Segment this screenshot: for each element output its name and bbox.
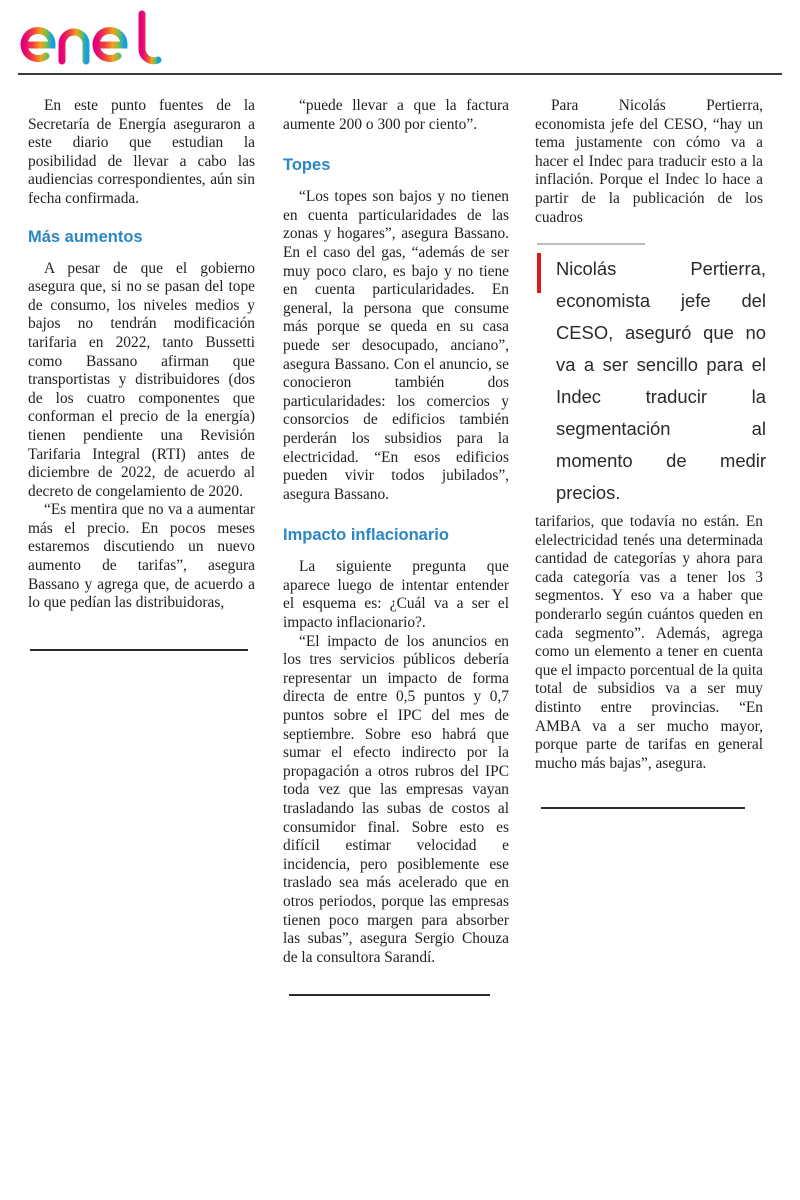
paragraph: En este punto fuentes de la Secretaría de Energía aseguraron a este diario que estudian la posibilidad de llevar a cabo las audiencias correspondientes, aún sin fecha confirmada. — [28, 97, 255, 207]
paragraph: tarifarios, que todavía no están. En elelectricidad tenés una determinada cantidad de categorías y ahora para cada categoría vas a tener los 3 segmentos. Y eso va a haber que ponderarlo según cuántos queden en cada segmento”. Además, agrega como un elemento a tener en cuenta que el impacto porcentual de la quita total de subsidios va a ser muy distinto entre provincias. “En AMBA va a ser mucho mayor, porque parte de tarifas en general mucho más bajas”, asegura. — [535, 513, 763, 772]
paragraph: “Los topes son bajos y no tienen en cuenta particularidades de las zonas y hogares”, asegura Bassano. En el caso del gas, “además de ser muy poco claro, es bajo y no tiene en cuenta particularidades. En general, la persona que consume más porque se queda en su casa puede ser desocupado, anciano”, asegura Bassano. Con el anuncio, se conocieron también dos particularidades: los comercios y consorcios de edificios también perderán los subsidios para la electricidad. “En esos edificios pueden vivir todos jubilados”, asegura Bassano. — [283, 188, 509, 503]
header-rule — [18, 73, 782, 75]
pull-quote — [537, 243, 766, 503]
pull-quote-accent-bar — [537, 253, 541, 293]
paragraph: “Es mentira que no va a aumentar más el precio. En pocos meses estaremos discutiendo un nuevo aumento de tarifas”, asegura Bassano y agrega que, de acuerdo a lo que pedían las distribuidoras, — [28, 501, 255, 612]
paragraph: “puede llevar a que la factura aumente 200 o 300 por ciento”. — [283, 97, 509, 133]
column-end-rule — [289, 994, 490, 996]
column-3-bottom — [535, 513, 763, 773]
paragraph: “El impacto de los anuncios en los tres servicios públicos debería representar un impacto de forma directa de entre 0,5 puntos y 0,7 puntos sobre el IPC del mes de septiembre. Sobre eso habrá que sumar el efecto indirecto por la propagación a otros rubros del IPC toda vez que las empresas vayan trasladando las subas de costos al consumidor final. Sobre esto es difícil estimar velocidad e incidencia, pero posiblemente ese traslado sea más acelerado que en otros periodos, porque las empresas tienen poco margen para absorber las subas”, asegura Sergio Chouza de la consultora Sarandí. — [283, 632, 509, 966]
enel-logo — [18, 6, 170, 66]
column-1 — [28, 97, 255, 613]
column-2 — [283, 97, 509, 967]
paragraph: La siguiente pregunta que aparece luego de intentar entender el esquema es: ¿Cuál va a ser el impacto inflacionario?. — [283, 558, 509, 632]
column-end-rule — [541, 807, 745, 809]
section-heading-topes: Topes — [283, 156, 331, 175]
section-heading-impacto-inflacionario: Impacto inflacionario — [283, 526, 449, 545]
section-heading-mas-aumentos: Más aumentos — [28, 227, 143, 246]
pull-quote-text: Nicolás Pertierra, economista jefe del CESO, aseguró que no va a ser sencillo para el Indec traducir la segmentación al momento de medir precios. — [556, 258, 766, 503]
column-end-rule — [30, 649, 248, 651]
pull-quote-top-rule — [537, 243, 645, 245]
paragraph: Para Nicolás Pertierra, economista jefe del CESO, “hay un tema justamente con cómo va a hacer el Indec para traducir esto a la inflación. Porque el Indec lo hace a partir de la publicación de los cuadros — [535, 97, 763, 226]
paragraph: A pesar de que el gobierno asegura que, si no se pasan del tope de consumo, los niveles medios y bajos no tendrán modificación tarifaria en 2022, tanto Bussetti como Bassano afirman que transportistas y distribuidores (dos de los cuatro componentes que conforman el precio de la energía) tienen pendiente una Revisión Tarifaria Integral (RTI) antes de diciembre de 2022, de acuerdo al decreto de congelamiento de 2020. — [28, 259, 255, 500]
column-3-top — [535, 97, 763, 227]
